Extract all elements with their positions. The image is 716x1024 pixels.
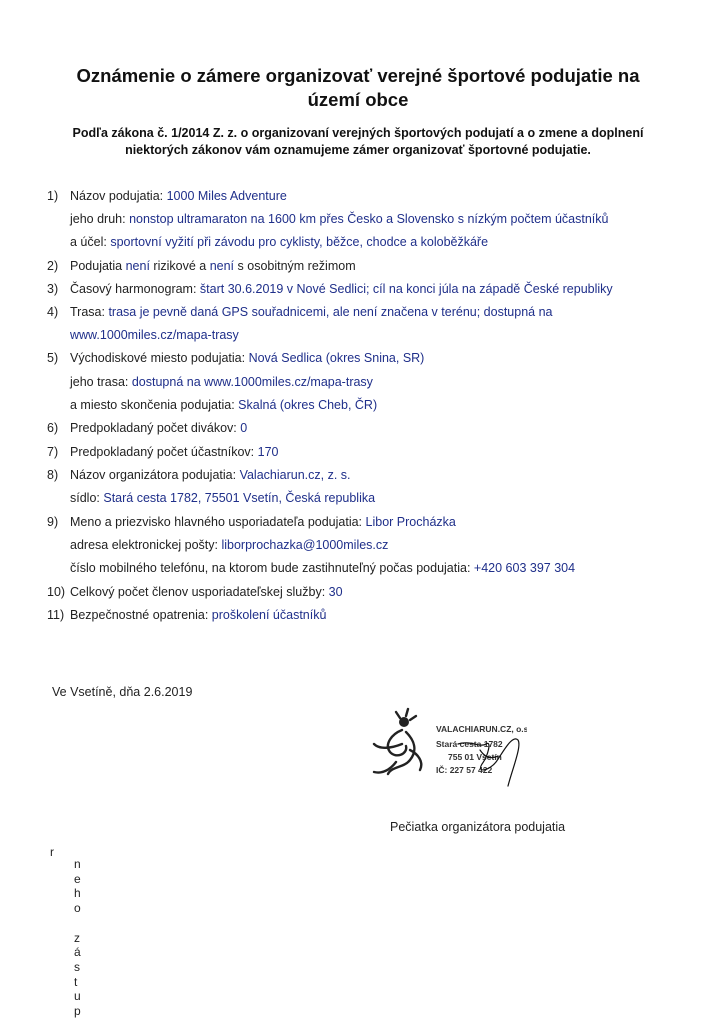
item-3-label: Časový harmonogram: xyxy=(70,282,200,296)
item-5-value: Nová Sedlica (okres Snina, SR) xyxy=(248,351,425,365)
vertical-char: h xyxy=(74,886,81,901)
item-number-5: 5) xyxy=(47,351,59,365)
item-9-phone-value: +420 603 397 304 xyxy=(473,561,576,575)
item-11-safety xyxy=(70,607,326,623)
item-1-purpose-label: a účel: xyxy=(70,235,111,249)
item-1-type-value: nonstop ultramaraton na 1600 km přes Česko a Slovensko s nízkým počtem účastníků xyxy=(129,212,609,226)
organizer-stamp xyxy=(362,704,527,804)
item-2-text-e: s osobitným režimom xyxy=(234,259,356,273)
vertical-char: z xyxy=(74,930,80,945)
item-2-text-c: rizikové a xyxy=(149,259,210,273)
item-10-label: Celkový počet členov usporiadateľskej služby: xyxy=(70,585,329,599)
item-8-address-value: Stará cesta 1782, 75501 Vsetín, Česká republika xyxy=(103,491,376,505)
stamp-line-1: VALACHIARUN.CZ, o.s. xyxy=(436,724,527,734)
item-9-label: Meno a priezvisko hlavného usporiadateľa podujatia: xyxy=(70,515,366,529)
document-title xyxy=(40,64,676,112)
item-number-2: 2) xyxy=(47,259,59,273)
item-8-label: Názov organizátora podujatia: xyxy=(70,468,240,482)
item-5-label: Východiskové miesto podujatia: xyxy=(70,351,249,365)
item-7-participants xyxy=(70,444,278,460)
item-9-value: Libor Procházka xyxy=(365,515,456,529)
item-4-route xyxy=(70,304,552,320)
vertical-char: e xyxy=(74,871,81,886)
item-7-value: 170 xyxy=(257,445,279,459)
item-5-finish-value: Skalná (okres Cheb, ČR) xyxy=(238,398,378,412)
item-8-organizer xyxy=(70,467,351,483)
item-7-label: Predpokladaný počet účastníkov: xyxy=(70,445,258,459)
item-1-type-label: jeho druh: xyxy=(70,212,130,226)
stamp-line-2: Stará cesta 1782 xyxy=(436,739,503,749)
subtitle-line-2: niektorých zákonov vám oznamujeme zámer organizovať športovné podujatie. xyxy=(125,143,591,157)
item-3-schedule xyxy=(70,281,613,297)
item-1-value: 1000 Miles Adventure xyxy=(166,189,287,203)
vertical-char: o xyxy=(74,901,81,916)
vertical-char xyxy=(74,916,81,931)
item-number-6: 6) xyxy=(47,421,59,435)
item-2-text-a: Podujatia xyxy=(70,259,126,273)
item-8-address xyxy=(70,490,375,506)
item-8-address-label: sídlo: xyxy=(70,491,104,505)
title-line-2: území obce xyxy=(307,89,409,110)
item-2-value-d: není xyxy=(209,259,235,273)
item-4-route-link: www.1000miles.cz/mapa-trasy xyxy=(70,328,239,342)
item-3-value: štart 30.6.2019 v Nové Sedlici; cíl na konci júla na západě České republiky xyxy=(199,282,613,296)
item-number-4: 4) xyxy=(47,305,59,319)
item-2-risk xyxy=(70,258,356,274)
item-4-value: trasa je pevně daná GPS souřadnicemi, ale není značena v terénu; dostupná na xyxy=(108,305,553,319)
document-subtitle xyxy=(30,125,686,159)
vertical-char: t xyxy=(74,974,78,989)
item-number-7: 7) xyxy=(47,445,59,459)
item-5-route xyxy=(70,374,373,390)
item-6-value: 0 xyxy=(240,421,248,435)
vertical-char: á xyxy=(74,945,81,960)
item-8-value: Valachiarun.cz, z. s. xyxy=(239,468,351,482)
place-date: Ve Vsetíně, dňa 2.6.2019 xyxy=(52,685,193,699)
item-11-label: Bezpečnostné opatrenia: xyxy=(70,608,212,622)
item-1-label: Názov podujatia: xyxy=(70,189,167,203)
item-6-spectators xyxy=(70,420,247,436)
item-6-label: Predpokladaný počet divákov: xyxy=(70,421,241,435)
item-4-label: Trasa: xyxy=(70,305,109,319)
item-1-purpose-value: sportovní vyžití při závodu pro cyklisty, běžce, chodce a koloběžkáře xyxy=(110,235,489,249)
vertical-char: n xyxy=(74,857,81,871)
vertical-letter-r: r xyxy=(50,845,54,859)
item-5-finish-label: a miesto skončenia podujatia: xyxy=(70,398,239,412)
item-number-9: 9) xyxy=(47,515,59,529)
item-5-start xyxy=(70,350,424,366)
item-number-3: 3) xyxy=(47,282,59,296)
title-line-1: Oznámenie o zámere organizovať verejné športové podujatie na xyxy=(76,65,640,86)
item-1-type xyxy=(70,211,609,227)
stamp-line-4: IČ: 227 57 422 xyxy=(436,765,493,775)
item-9-email-value: liborprochazka@1000miles.cz xyxy=(221,538,389,552)
stamp-signature-graphic xyxy=(362,704,527,804)
item-number-8: 8) xyxy=(47,468,59,482)
item-9-email xyxy=(70,537,388,553)
item-1-name xyxy=(70,188,287,204)
item-9-main-organizer xyxy=(70,514,456,530)
vertical-char: u xyxy=(74,989,81,1004)
item-number-11: 11) xyxy=(47,608,65,622)
item-10-value: 30 xyxy=(328,585,343,599)
stamp-caption: Pečiatka organizátora podujatia xyxy=(390,820,566,834)
item-9-phone xyxy=(70,560,575,576)
item-9-email-label: adresa elektronickej pošty: xyxy=(70,538,222,552)
stamp-line-3: 755 01 Vsetín xyxy=(448,752,502,762)
vertical-char: s xyxy=(74,959,80,974)
item-10-staff xyxy=(70,584,343,600)
item-5-route-label: jeho trasa: xyxy=(70,375,132,389)
item-5-finish xyxy=(70,397,377,413)
item-1-purpose xyxy=(70,234,488,250)
item-number-10: 10) xyxy=(47,585,66,599)
item-11-value: proškolení účastníků xyxy=(211,608,327,622)
item-5-route-value: dostupná na www.1000miles.cz/mapa-trasy xyxy=(131,375,373,389)
item-9-phone-label: číslo mobilného telefónu, na ktorom bude zastihnuteľný počas podujatia: xyxy=(70,561,474,575)
vertical-text-column xyxy=(74,857,81,1019)
item-number-1: 1) xyxy=(47,189,59,203)
subtitle-line-1: Podľa zákona č. 1/2014 Z. z. o organizovaní verejných športových podujatí a o zmene a doplnení xyxy=(72,126,644,140)
item-2-value-b: není xyxy=(125,259,150,273)
vertical-char: p xyxy=(74,1004,81,1019)
